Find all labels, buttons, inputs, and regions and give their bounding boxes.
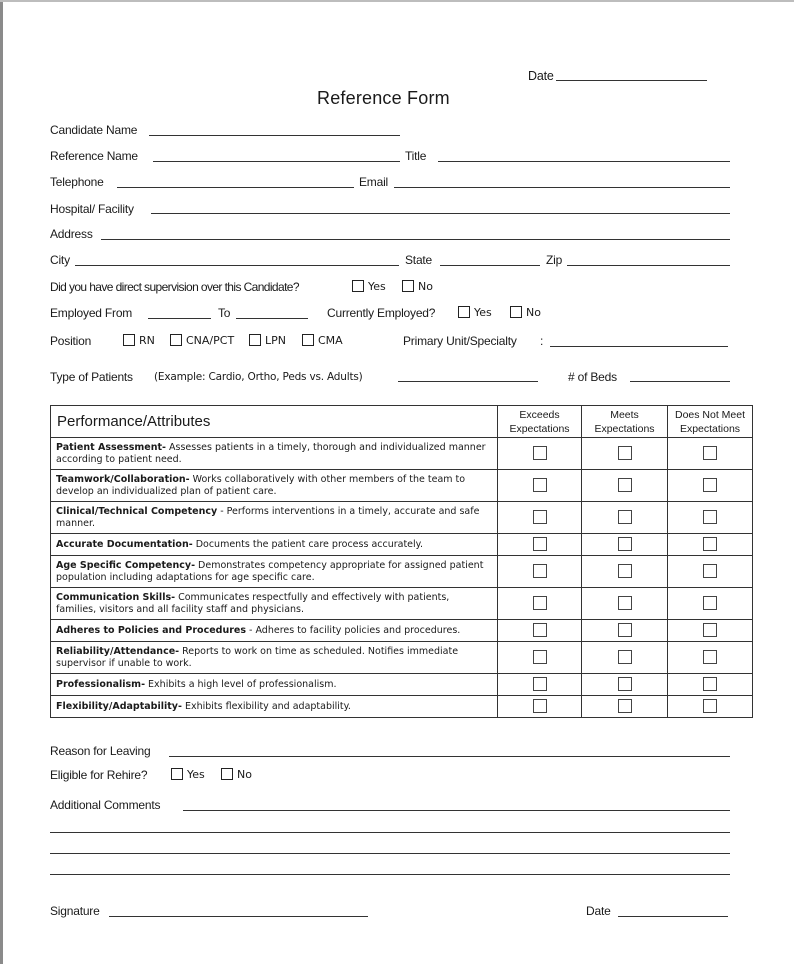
position-label: Position — [50, 334, 92, 348]
employed-no-checkbox[interactable] — [510, 306, 522, 318]
meets-cell — [582, 470, 668, 502]
meets-checkbox[interactable] — [618, 537, 632, 551]
supervision-yes-label: Yes — [368, 280, 386, 293]
attribute-name: Age Specific Competency- — [56, 559, 196, 571]
does-not-meet-cell — [668, 674, 753, 696]
candidate-name-label: Candidate Name — [50, 123, 138, 137]
meets-checkbox[interactable] — [618, 596, 632, 610]
attribute-row — [51, 620, 753, 642]
address-field[interactable] — [101, 239, 730, 240]
does-not-meet-cell — [668, 438, 753, 470]
rehire-no-label: No — [237, 768, 252, 781]
position-rn-label: RN — [139, 334, 155, 347]
does-not-meet-checkbox[interactable] — [703, 650, 717, 664]
city-label: City — [50, 253, 70, 267]
attribute-description — [51, 438, 498, 470]
position-lpn-option[interactable] — [249, 334, 286, 347]
position-rn-option[interactable] — [123, 334, 155, 347]
meets-checkbox[interactable] — [618, 446, 632, 460]
attribute-description — [51, 470, 498, 502]
employed-yes-checkbox[interactable] — [458, 306, 470, 318]
attribute-name: Adheres to Policies and Procedures — [56, 624, 246, 636]
signature-label: Signature — [50, 904, 100, 918]
attribute-row — [51, 696, 753, 718]
employed-from-field[interactable] — [148, 318, 211, 319]
attribute-description — [51, 556, 498, 588]
employed-yes-label: Yes — [474, 306, 492, 319]
employed-to-label: To — [218, 306, 231, 320]
position-cma-label: CMA — [318, 334, 343, 347]
type-of-patients-example: (Example: Cardio, Ortho, Peds vs. Adults) — [154, 371, 363, 383]
attribute-name: Teamwork/Collaboration- — [56, 473, 190, 485]
position-cna-label: CNA/PCT — [186, 334, 235, 347]
attribute-detail: Works collaboratively with other members of the team to develop an individualized plan of patient care. — [56, 473, 466, 497]
meets-header-line1: Meets — [610, 408, 639, 421]
state-field[interactable] — [440, 265, 540, 266]
position-lpn-checkbox[interactable] — [249, 334, 261, 346]
exceeds-cell — [498, 696, 582, 718]
form-title: Reference Form — [317, 88, 450, 108]
exceeds-cell — [498, 642, 582, 674]
exceeds-checkbox[interactable] — [533, 446, 547, 460]
meets-checkbox[interactable] — [618, 564, 632, 578]
attribute-name: Clinical/Technical Competency — [56, 505, 218, 517]
attribute-description — [51, 620, 498, 642]
reason-for-leaving-label: Reason for Leaving — [50, 744, 151, 758]
does-not-meet-cell — [668, 470, 753, 502]
rehire-yes-label: Yes — [187, 768, 205, 781]
does-not-meet-expectations-header — [668, 406, 753, 438]
employed-from-label: Employed From — [50, 306, 133, 320]
city-field[interactable] — [75, 265, 399, 266]
performance-attributes-header: Performance/Attributes — [51, 406, 498, 438]
does-not-meet-checkbox[interactable] — [703, 699, 717, 713]
signature-date-label: Date — [586, 904, 611, 918]
does-not-meet-checkbox[interactable] — [703, 537, 717, 551]
attribute-row — [51, 556, 753, 588]
exceeds-cell — [498, 620, 582, 642]
zip-label: Zip — [546, 253, 563, 267]
does-not-meet-cell — [668, 620, 753, 642]
attribute-row — [51, 674, 753, 696]
position-cma-checkbox[interactable] — [302, 334, 314, 346]
attribute-description — [51, 696, 498, 718]
meets-cell — [582, 534, 668, 556]
signature-date-field[interactable] — [618, 916, 728, 917]
employed-yes-option[interactable] — [458, 306, 492, 319]
reference-name-field[interactable] — [153, 161, 400, 162]
currently-employed-label: Currently Employed? — [327, 306, 436, 320]
performance-table — [50, 405, 753, 718]
exceeds-checkbox[interactable] — [533, 564, 547, 578]
attribute-detail: Communicates respectfully and effectively with patients, families, visitors and all facility staff and physicians. — [56, 591, 450, 615]
does-not-meet-cell — [668, 556, 753, 588]
does-not-meet-checkbox[interactable] — [703, 564, 717, 578]
exceeds-cell — [498, 588, 582, 620]
page-border-top — [0, 0, 794, 2]
meets-checkbox[interactable] — [618, 699, 632, 713]
does-not-meet-cell — [668, 588, 753, 620]
position-cma-option[interactable] — [302, 334, 343, 347]
supervision-no-checkbox[interactable] — [402, 280, 414, 292]
email-field[interactable] — [394, 187, 730, 188]
does-not-meet-header-line1: Does Not Meet — [674, 408, 746, 421]
exceeds-checkbox[interactable] — [533, 677, 547, 691]
rehire-yes-option[interactable] — [171, 768, 205, 781]
attribute-detail: Reports to work on time as scheduled. Notifies immediate supervisor if unable to work. — [56, 645, 459, 669]
exceeds-checkbox[interactable] — [533, 650, 547, 664]
meets-cell — [582, 588, 668, 620]
additional-comments-line-2[interactable] — [50, 832, 730, 833]
exceeds-cell — [498, 534, 582, 556]
position-rn-checkbox[interactable] — [123, 334, 135, 346]
exceeds-checkbox[interactable] — [533, 537, 547, 551]
exceeds-checkbox[interactable] — [533, 510, 547, 524]
exceeds-cell — [498, 502, 582, 534]
employed-to-field[interactable] — [236, 318, 308, 319]
attribute-name: Professionalism- — [56, 678, 146, 690]
attribute-detail: Exhibits flexibility and adaptability. — [181, 700, 351, 712]
attribute-detail: Exhibits a high level of professionalism. — [145, 678, 337, 690]
does-not-meet-cell — [668, 534, 753, 556]
does-not-meet-checkbox[interactable] — [703, 596, 717, 610]
attribute-detail: Assesses patients in a timely, thorough and individualized manner according to patient need. — [56, 441, 486, 465]
meets-cell — [582, 696, 668, 718]
candidate-name-field[interactable] — [149, 135, 400, 136]
meets-checkbox[interactable] — [618, 510, 632, 524]
meets-header-line2: Expectations — [594, 422, 655, 435]
meets-cell — [582, 674, 668, 696]
does-not-meet-header-line2: Expectations — [679, 422, 741, 435]
num-beds-label: # of Beds — [568, 370, 617, 384]
num-beds-field[interactable] — [630, 381, 730, 382]
performance-table-header — [51, 406, 753, 438]
additional-comments-label: Additional Comments — [50, 798, 161, 812]
meets-checkbox[interactable] — [618, 623, 632, 637]
attribute-row — [51, 438, 753, 470]
rehire-yes-checkbox[interactable] — [171, 768, 183, 780]
attribute-description — [51, 674, 498, 696]
attribute-detail: Documents the patient care process accurately. — [192, 538, 423, 550]
email-label: Email — [359, 175, 389, 189]
additional-comments-line-3[interactable] — [50, 853, 730, 854]
attribute-detail: - Performs interventions in a timely, accurate and safe manner. — [56, 505, 480, 529]
does-not-meet-cell — [668, 642, 753, 674]
hospital-facility-field[interactable] — [151, 213, 730, 214]
telephone-field[interactable] — [117, 187, 354, 188]
exceeds-header-line2: Expectations — [509, 422, 570, 435]
additional-comments-field[interactable] — [183, 810, 730, 811]
attribute-detail: Demonstrates competency appropriate for assigned patient population including adaptations for age specific care. — [56, 559, 484, 583]
position-lpn-label: LPN — [265, 334, 286, 347]
attribute-name: Patient Assessment- — [56, 441, 166, 453]
rehire-no-option[interactable] — [221, 768, 252, 781]
exceeds-header-line1: Exceeds — [519, 408, 560, 421]
attribute-row — [51, 642, 753, 674]
attribute-description — [51, 588, 498, 620]
attribute-row — [51, 470, 753, 502]
does-not-meet-checkbox[interactable] — [703, 446, 717, 460]
exceeds-checkbox[interactable] — [533, 478, 547, 492]
primary-unit-colon: : — [540, 334, 544, 348]
meets-cell — [582, 502, 668, 534]
reason-for-leaving-field[interactable] — [169, 756, 730, 757]
meets-expectations-header — [582, 406, 668, 438]
attribute-row — [51, 502, 753, 534]
attribute-name: Communication Skills- — [56, 591, 176, 603]
meets-checkbox[interactable] — [618, 677, 632, 691]
signature-field[interactable] — [109, 916, 368, 917]
exceeds-checkbox[interactable] — [533, 623, 547, 637]
attribute-row — [51, 534, 753, 556]
supervision-yes-option[interactable] — [352, 280, 386, 293]
meets-checkbox[interactable] — [618, 478, 632, 492]
attribute-name: Reliability/Attendance- — [56, 645, 180, 657]
does-not-meet-checkbox[interactable] — [703, 677, 717, 691]
meets-checkbox[interactable] — [618, 650, 632, 664]
eligible-for-rehire-label: Eligible for Rehire? — [50, 768, 148, 782]
attribute-description — [51, 534, 498, 556]
does-not-meet-checkbox[interactable] — [703, 510, 717, 524]
title-label: Title — [405, 149, 427, 163]
reference-name-label: Reference Name — [50, 149, 138, 163]
does-not-meet-cell — [668, 502, 753, 534]
attribute-name: Accurate Documentation- — [56, 538, 193, 550]
meets-cell — [582, 642, 668, 674]
exceeds-checkbox[interactable] — [533, 596, 547, 610]
supervision-no-option[interactable] — [402, 280, 433, 293]
address-label: Address — [50, 227, 93, 241]
exceeds-cell — [498, 470, 582, 502]
exceeds-cell — [498, 674, 582, 696]
exceeds-checkbox[interactable] — [533, 699, 547, 713]
hospital-facility-label: Hospital/ Facility — [50, 202, 134, 216]
does-not-meet-checkbox[interactable] — [703, 478, 717, 492]
telephone-label: Telephone — [50, 175, 104, 189]
meets-cell — [582, 620, 668, 642]
supervision-no-label: No — [418, 280, 433, 293]
exceeds-expectations-header — [498, 406, 582, 438]
attribute-row — [51, 588, 753, 620]
attribute-detail: - Adheres to facility policies and procedures. — [246, 624, 461, 636]
position-cna-option[interactable] — [170, 334, 234, 347]
additional-comments-line-4[interactable] — [50, 874, 730, 875]
page-border-left — [0, 0, 3, 964]
meets-cell — [582, 438, 668, 470]
exceeds-cell — [498, 556, 582, 588]
type-of-patients-field[interactable] — [398, 381, 538, 382]
meets-cell — [582, 556, 668, 588]
rehire-no-checkbox[interactable] — [221, 768, 233, 780]
attribute-name: Flexibility/Adaptability- — [56, 700, 182, 712]
supervision-yes-checkbox[interactable] — [352, 280, 364, 292]
direct-supervision-label: Did you have direct supervision over this Candidate? — [50, 280, 299, 294]
does-not-meet-checkbox[interactable] — [703, 623, 717, 637]
exceeds-cell — [498, 438, 582, 470]
attribute-description — [51, 502, 498, 534]
does-not-meet-cell — [668, 696, 753, 718]
position-cna-checkbox[interactable] — [170, 334, 182, 346]
attribute-description — [51, 642, 498, 674]
primary-unit-label: Primary Unit/Specialty — [403, 334, 517, 348]
primary-unit-field[interactable] — [550, 346, 728, 347]
state-label: State — [405, 253, 433, 267]
employed-no-option[interactable] — [510, 306, 541, 319]
type-of-patients-label: Type of Patients — [50, 370, 133, 384]
date-label: Date — [528, 69, 554, 83]
employed-no-label: No — [526, 306, 541, 319]
title-field[interactable] — [438, 161, 730, 162]
date-field[interactable] — [556, 80, 707, 81]
zip-field[interactable] — [567, 265, 730, 266]
